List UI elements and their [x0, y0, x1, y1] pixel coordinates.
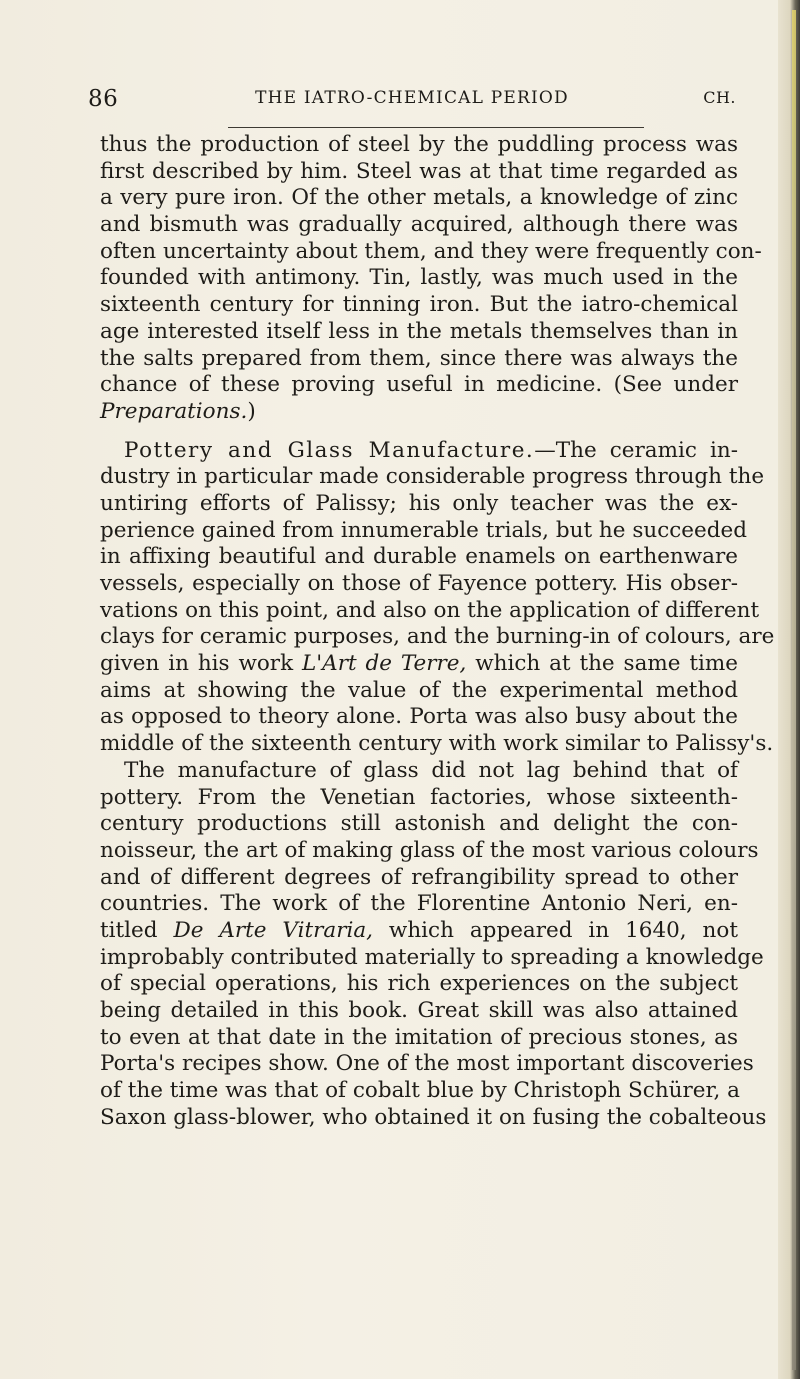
- text-line: [100, 651, 738, 678]
- paragraph-glass: [100, 757, 767, 1132]
- text-fragment: —The ceramic in-: [534, 437, 739, 463]
- italic-title: L'Art de Terre,: [301, 651, 467, 677]
- text-line: as opposed to theory alone. Porta was also busy about the: [100, 704, 738, 730]
- text-line: perience gained from innumerable trials, but he succeeded: [100, 517, 747, 543]
- text-line: a very pure iron. Of the other metals, a knowledge of zinc: [100, 185, 738, 211]
- text-line: The manufacture of glass did not lag behind that of: [124, 757, 738, 783]
- paragraph-pottery: [100, 437, 775, 758]
- text-line: [100, 438, 738, 465]
- text-line: aims at showing the value of the experimental method: [100, 677, 738, 703]
- text-fragment: which at the same time: [466, 651, 738, 677]
- page-header: [88, 86, 736, 116]
- italic-reference: Preparations.: [100, 398, 248, 424]
- text-line: being detailed in this book. Great skill was also attained: [100, 998, 738, 1023]
- page-edge-glare: [792, 10, 796, 1370]
- text-line: often uncertainty about them, and they were frequently con-: [100, 238, 762, 264]
- text-line: [100, 918, 738, 945]
- text-line: Saxon glass-blower, who obtained it on fusing the cobalteous: [100, 1104, 767, 1130]
- text-fragment: which appeared in 1640, not: [373, 917, 738, 943]
- chapter-abbreviation: CH.: [703, 88, 736, 107]
- text-line: Porta's recipes show. One of the most important discoveries: [100, 1051, 754, 1077]
- text-line: thus the production of steel by the puddling process was: [100, 132, 738, 157]
- text-line: and bismuth was gradually acquired, although there was: [100, 212, 738, 238]
- text-line: clays for ceramic purposes, and the burning-in of colours, are: [100, 624, 775, 650]
- paragraph-gap: [100, 426, 738, 438]
- text-fragment: titled: [100, 917, 174, 943]
- text-line: of special operations, his rich experiences on the subject: [100, 971, 738, 997]
- running-head: THE IATRO-CHEMICAL PERIOD: [255, 88, 569, 108]
- section-heading: Pottery and Glass Manufacture.: [124, 437, 535, 463]
- text-line: and of different degrees of refrangibility spread to other: [100, 864, 738, 890]
- text-line: sixteenth century for tinning iron. But the iatro-chemical: [100, 292, 738, 318]
- text-line: of the time was that of cobalt blue by Christoph Schürer, a: [100, 1078, 740, 1104]
- text-line: improbably contributed materially to spreading a knowledge: [100, 944, 764, 970]
- text-line: [100, 399, 738, 426]
- text-line: untiring efforts of Palissy; his only teacher was the ex-: [100, 490, 738, 516]
- text-line: century productions still astonish and delight the con-: [100, 811, 738, 837]
- text-line: dustry in particular made considerable progress through the: [100, 464, 765, 490]
- text-line: middle of the sixteenth century with work similar to Palissy's.: [100, 731, 774, 757]
- text-fragment: ): [247, 398, 256, 424]
- text-line: in affixing beautiful and durable enamels on earthenware: [100, 544, 738, 570]
- text-line: vessels, especially on those of Fayence pottery. His obser-: [100, 571, 738, 596]
- page-number: 86: [88, 86, 119, 112]
- text-line: countries. The work of the Florentine Antonio Neri, en-: [100, 891, 738, 917]
- text-line: first described by him. Steel was at that time regarded as: [100, 158, 738, 184]
- italic-title: De Arte Vitraria,: [173, 917, 373, 943]
- paragraph-metals: [100, 132, 762, 426]
- page-edge-shadow: [778, 0, 800, 1379]
- text-fragment: given in his work: [100, 651, 302, 677]
- text-line: pottery. From the Venetian factories, whose sixteenth-: [100, 784, 738, 810]
- text-line: chance of these proving useful in medicine. (See under: [100, 372, 738, 398]
- header-rule: [228, 127, 644, 128]
- text-line: to even at that date in the imitation of precious stones, as: [100, 1024, 738, 1050]
- text-line: vations on this point, and also on the application of different: [100, 597, 760, 623]
- text-line: noisseur, the art of making glass of the most various colours: [100, 837, 759, 863]
- body-text: [100, 132, 775, 1131]
- text-line: the salts prepared from them, since there was always the: [100, 345, 738, 371]
- text-line: age interested itself less in the metals themselves than in: [100, 318, 738, 344]
- text-line: founded with antimony. Tin, lastly, was much used in the: [100, 265, 738, 291]
